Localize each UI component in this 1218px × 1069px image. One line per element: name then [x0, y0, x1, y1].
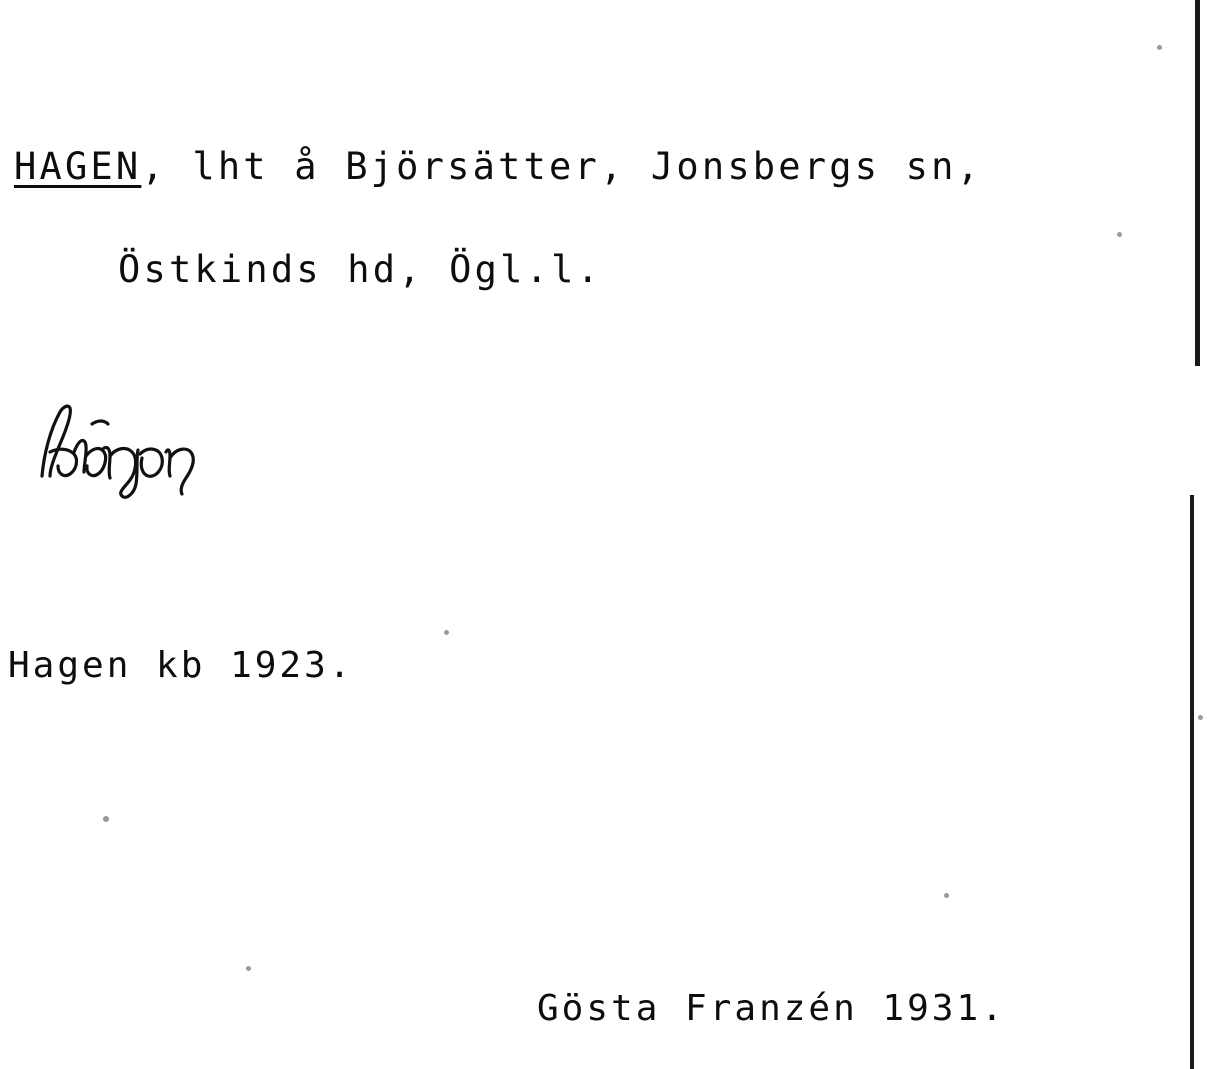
scan-edge-bar-top: [1195, 0, 1200, 366]
scan-speck: [944, 893, 949, 898]
source-note: Hagen kb 1923.: [8, 645, 354, 686]
scan-speck: [1157, 45, 1162, 50]
headword-line-2: Östkinds hd, Ögl.l.: [118, 248, 603, 291]
scan-speck: [246, 966, 251, 971]
scan-edge-bar-bottom: [1190, 495, 1194, 1069]
headword-description: , lht å Björsätter, Jonsbergs sn,: [141, 145, 983, 188]
headword-line: [14, 145, 982, 188]
scan-speck: [444, 630, 449, 635]
headword: HAGEN: [14, 145, 142, 188]
scan-speck: [1198, 715, 1203, 720]
scan-speck: [103, 816, 109, 822]
handwritten-pronunciation: [30, 398, 290, 508]
signature: Gösta Franzén 1931.: [537, 988, 1006, 1029]
scan-speck: [1117, 232, 1122, 237]
